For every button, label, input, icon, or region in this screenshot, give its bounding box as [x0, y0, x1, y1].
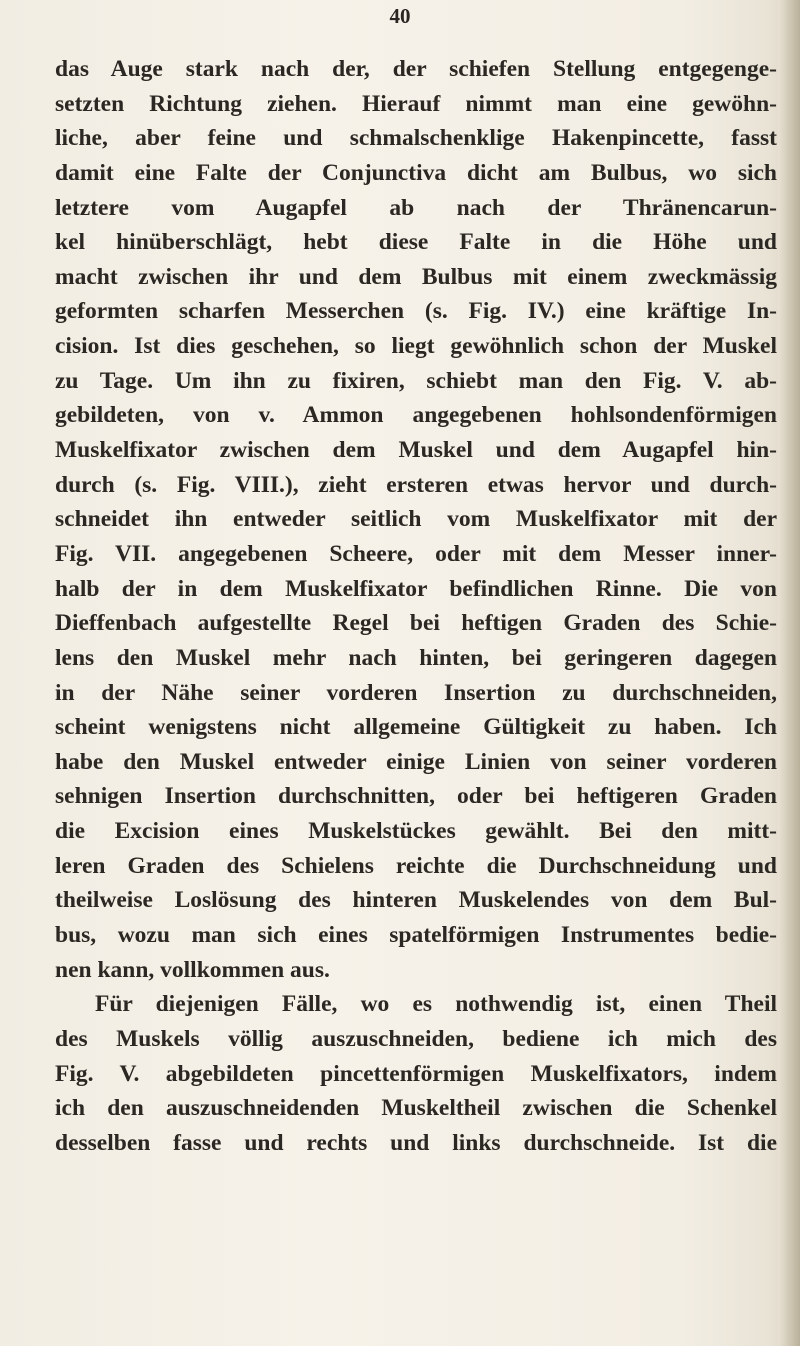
text-line: letztere vom Augapfel ab nach der Thränencarun-	[55, 194, 777, 221]
text-line: cision. Ist dies geschehen, so liegt gewöhnlich schon der Muskel	[55, 333, 777, 360]
text-line: damit eine Falte der Conjunctiva dicht am Bulbus, wo sich	[55, 159, 777, 186]
text-line: Fig. V. abgebildeten pincettenförmigen Muskelfixators, indem	[55, 1060, 777, 1087]
text-line: leren Graden des Schielens reichte die Durchschneidung und	[55, 852, 777, 879]
text-line: in der Nähe seiner vorderen Insertion zu durchschneiden,	[55, 679, 777, 706]
text-line: Fig. VII. angegebenen Scheere, oder mit dem Messer inner-	[55, 540, 777, 567]
text-line: Muskelfixator zwischen dem Muskel und dem Augapfel hin-	[55, 437, 777, 464]
text-line: desselben fasse und rechts und links durchschneide. Ist die	[55, 1129, 777, 1156]
text-line: die Excision eines Muskelstückes gewählt. Bei den mitt-	[55, 818, 777, 845]
text-line: theilweise Loslösung des hinteren Muskelendes von dem Bul-	[55, 887, 777, 914]
page-number: 40	[389, 4, 411, 28]
text-line: schneidet ihn entweder seitlich vom Muskelfixator mit der	[55, 506, 777, 533]
text-line: scheint wenigstens nicht allgemeine Gültigkeit zu haben. Ich	[55, 714, 777, 741]
page-spine-shadow	[778, 0, 800, 1346]
text-line: gebildeten, von v. Ammon angegebenen hohlsondenförmigen	[55, 402, 777, 429]
text-line: Dieffenbach aufgestellte Regel bei heftigen Graden des Schie-	[55, 610, 777, 637]
text-line: kel hinüberschlägt, hebt diese Falte in die Höhe und	[55, 229, 777, 256]
text-line: setzten Richtung ziehen. Hierauf nimmt man eine gewöhn-	[55, 90, 777, 117]
text-line: Für diejenigen Fälle, wo es nothwendig ist, einen Theil	[95, 991, 777, 1018]
text-line: halb der in dem Muskelfixator befindlichen Rinne. Die von	[55, 575, 777, 602]
text-line: zu Tage. Um ihn zu fixiren, schiebt man den Fig. V. ab-	[55, 367, 777, 394]
text-line: liche, aber feine und schmalschenklige Hakenpincette, fasst	[55, 125, 777, 152]
text-line: bus, wozu man sich eines spatelförmigen Instrumentes bedie-	[55, 922, 777, 949]
text-line: des Muskels völlig auszuschneiden, bediene ich mich des	[55, 1025, 777, 1052]
text-line: das Auge stark nach der, der schiefen Stellung entgegenge-	[55, 56, 777, 82]
text-line: lens den Muskel mehr nach hinten, bei geringeren dagegen	[55, 644, 777, 671]
text-line: nen kann, vollkommen aus.	[55, 956, 330, 983]
text-line: geformten scharfen Messerchen (s. Fig. IV.) eine kräftige In-	[55, 298, 777, 325]
text-line: habe den Muskel entweder einige Linien von seiner vorderen	[55, 748, 777, 775]
text-line: sehnigen Insertion durchschnitten, oder bei heftigeren Graden	[55, 783, 777, 810]
body-text	[55, 52, 777, 1161]
text-line: ich den auszuschneidenden Muskeltheil zwischen die Schenkel	[55, 1095, 777, 1122]
text-line: macht zwischen ihr und dem Bulbus mit einem zweckmässig	[55, 263, 777, 290]
text-line: durch (s. Fig. VIII.), zieht ersteren etwas hervor und durch-	[55, 471, 777, 498]
